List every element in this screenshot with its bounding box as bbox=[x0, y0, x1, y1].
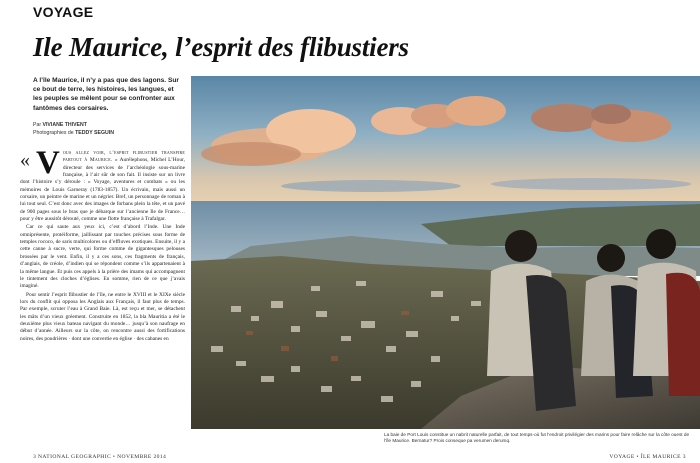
author-line bbox=[33, 121, 183, 129]
photographer-name: TEDDY SEGUIN bbox=[75, 130, 114, 136]
port-louis-photo bbox=[191, 76, 700, 429]
body-text-column bbox=[20, 150, 185, 450]
folio-right: VOYAGE • ÎLE MAURICE 3 bbox=[609, 454, 686, 460]
folio-left: 3 NATIONAL GEOGRAPHIC • NOVEMBRE 2014 bbox=[33, 454, 167, 460]
article-headline: Ile Maurice, l’esprit des flibustiers bbox=[33, 32, 409, 62]
body-paragraph-1: Aurélephons, Michel L’Hour, directeur des services de l’archéologie sous-marine française, à l’air sûr de son fait. Il insiste sur un livre dont l’histoire s’y déroule : « Voyage, aventures et combats » ou les mémoires de Louis Garneray (1783-1857). Un écrivain, mais aussi un corsaire, un peintre de marine et un négrier. Bref, un personnage de roman à lui tout seul. C’est donc avec des images de forbans plein la tête, et un pavé de 900 pages sous le bras que je débarque sur l’ancienne Ile de France… pour y être aussitôt dérouté, comme une flotte française à Trafalgar. bbox=[20, 157, 185, 223]
lead-smallcaps: ous allez voir, l’esprit flibustier transpire partout à Maurice. » bbox=[62, 150, 185, 164]
article-deck: A l’île Maurice, il n’y a pas que des lagons. Sur ce bout de terre, les histoires, les langues, et les peuples se mêlent pour se confronter aux fantômes des corsaires. bbox=[33, 77, 179, 112]
photographer-line bbox=[33, 129, 183, 137]
body-paragraph-3: Pour sentir l’esprit flibustier de l’île, ne entre le XVIII et le XIXe siècle lors du conflit qui opposa les Anglais aux Français, il faut plus de temps. Par exemple, scruter l’eau à Grand Baie. Là, est reçu et mer, se détachent les mâts d’un vieux gréement. Construite en 1852, la bla Mauritia a été le deuxième plus vieux bateau navigant du monde… jusqu’à son naufrage en début d’année. Ailleurs sur la côte, on rencontre aussi des fortifications noires, des poudrières · dont une convertie en église · des cabanes en bbox=[20, 291, 185, 342]
author-name: VIVIANE THIVENT bbox=[42, 122, 87, 128]
lead-paragraph bbox=[20, 150, 185, 223]
byline bbox=[33, 121, 183, 137]
author-prefix: Par bbox=[33, 122, 42, 128]
opening-quote-mark: « bbox=[20, 150, 30, 171]
drop-cap: V bbox=[36, 150, 60, 181]
section-rubric: VOYAGE bbox=[33, 4, 94, 20]
body-paragraph-2: Car ce qui saute aux yeux ici, c’est d’abord l’Inde. Une Inde omniprésente, protéiforme, jaillissant par touches précises sous forme de temples rococo, de saris multicolores ou d’effluves exotiques. Ensuite, il y a cette canne à sucre, verte, qui forme comme de gigantesques pelouses brossées par le vent. Enfin, il y a ces sons, ces fragments de français, d’anglais, de créole, d’indien qui se répondent comme s’ils appartenaient à la même langue. Et puis ces appels à la prière des imams qui accompagnent le tintement des cloches d’églises. En somme, rien de ce que j’avais imaginé. bbox=[20, 224, 185, 290]
photo-caption: La baie de Port Louis constitue un nabrit naturelle parfait, de tout temps-où fut l’endroit privilégier des marins pour faire relâche sur la côte ouest de l’île Maurice. Bernatur? Prois conseque pa verumen derumq. bbox=[384, 432, 690, 444]
photographer-prefix: Photographies de bbox=[33, 130, 74, 136]
